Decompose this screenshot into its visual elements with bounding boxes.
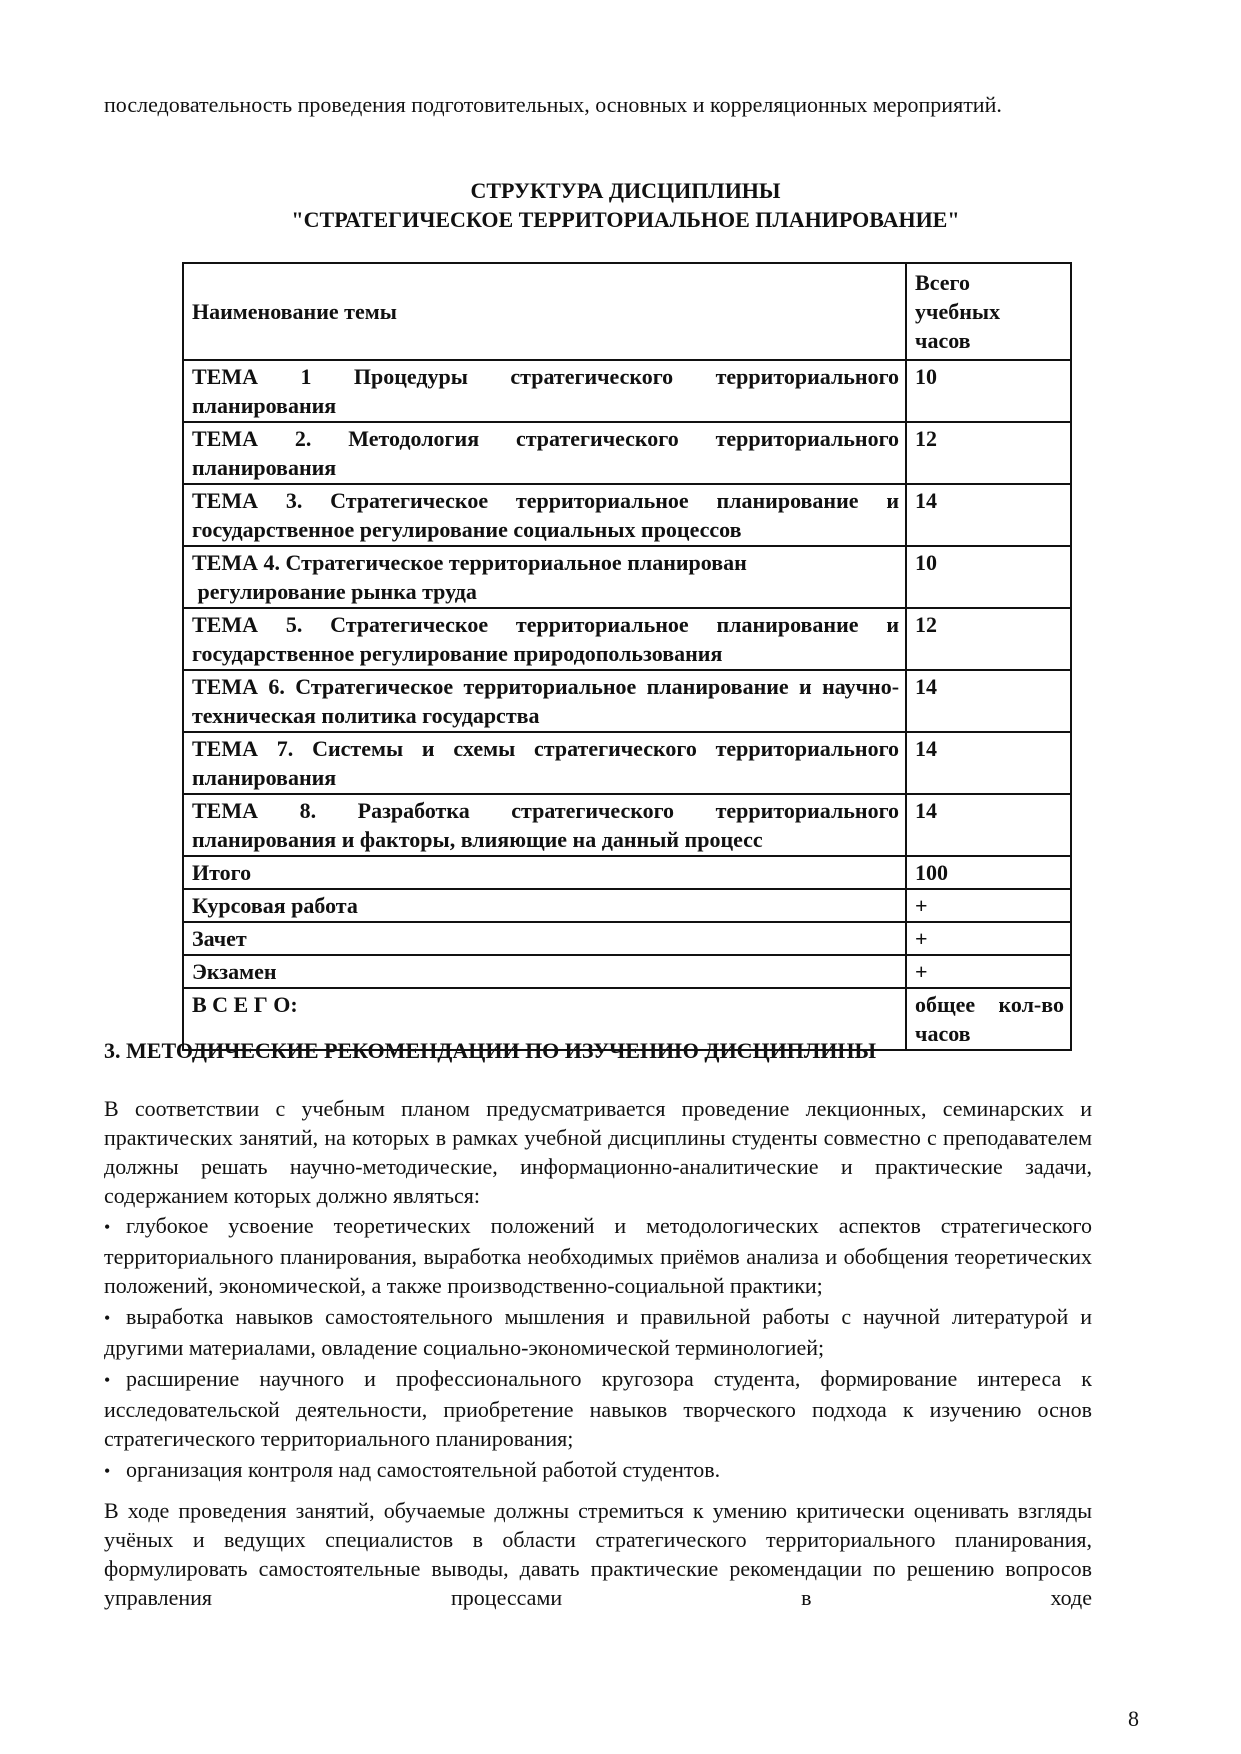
hours-cell: 12 [906,608,1071,670]
table-row [183,546,1071,608]
table-row [183,484,1071,546]
page-number: 8 [1128,1706,1139,1731]
table-row [183,422,1071,484]
table-header-row [183,263,1071,360]
summary-value: + [906,889,1071,922]
bullet-icon: • [104,1217,111,1237]
grand-total-value: общее кол-во часов [906,988,1071,1050]
intro-line: последовательность проведения подготовительных, основных и корреляционных мероприятий. [104,92,1002,117]
section-3-paragraph-1: В соответствии с учебным планом предусматривается проведение лекционных, семинарских и практических занятий, на которых в рамках учебной дисциплины студенты совместно с преподавателем должны решать научно-методические, информационно-аналитические и практические задачи, содержанием которых должно являться: [104,1096,1092,1208]
section-3-bullet-list [104,1211,1092,1488]
topic-cell: ТЕМА 1 Процедуры стратегического территориального планирования [183,360,906,422]
section-3-heading: 3. МЕТОДИЧЕСКИЕ РЕКОМЕНДАЦИИ ПО ИЗУЧЕНИЮ ДИСЦИПЛИНЫ [104,1038,877,1063]
hours-cell: 14 [906,484,1071,546]
hours-cell: 10 [906,360,1071,422]
summary-label: Курсовая работа [183,889,906,922]
summary-label: Зачет [183,922,906,955]
topic-cell: ТЕМА 5. Стратегическое территориальное планирование и государственное регулирование природопользования [183,608,906,670]
list-item: • расширение научного и профессионального кругозора студента, формирование интереса к исследовательской деятельности, приобретение навыков творческого подхода к изучению основ стратегического территориального планирования; [104,1366,1092,1451]
topic-cell: ТЕМА 6. Стратегическое территориальное планирование и научно-техническая политика государства [183,670,906,732]
topic-cell: ТЕМА 8. Разработка стратегического территориального планирования и факторы, влияющие на данный процесс [183,794,906,856]
hours-cell: 14 [906,732,1071,794]
table-row [183,732,1071,794]
summary-value: 100 [906,856,1071,889]
header-topic: Наименование темы [183,263,906,360]
bullet-icon: • [104,1370,111,1390]
table-row [183,670,1071,732]
hours-cell: 10 [906,546,1071,608]
bullet-icon: • [104,1308,111,1328]
table-row [183,360,1071,422]
summary-value: + [906,955,1071,988]
bullet-icon: • [104,1461,111,1481]
summary-label: Экзамен [183,955,906,988]
topic-cell: ТЕМА 7. Системы и схемы стратегического территориального планирования [183,732,906,794]
table-row [183,794,1071,856]
table-row [183,608,1071,670]
hours-cell: 14 [906,794,1071,856]
summary-row-coursework [183,889,1071,922]
hours-cell: 14 [906,670,1071,732]
title-line-2: "СТРАТЕГИЧЕСКОЕ ТЕРРИТОРИАЛЬНОЕ ПЛАНИРОВАНИЕ" [291,207,960,232]
topic-cell: ТЕМА 2. Методология стратегического территориального планирования [183,422,906,484]
summary-value: + [906,922,1071,955]
hours-cell: 12 [906,422,1071,484]
topic-cell: ТЕМА 4. Стратегическое территориальное планирован регулирование рынка труда [183,546,906,608]
list-item: • глубокое усвоение теоретических положений и методологических аспектов стратегического территориального планирования, выработка необходимых приёмов анализа и обобщения теоретических положений, экономической, а также производственно-социальной практики; [104,1213,1092,1298]
list-item: • организация контроля над самостоятельной работой студентов. [104,1455,1092,1486]
summary-label: Итого [183,856,906,889]
grand-total-label: В С Е Г О: [183,988,906,1050]
summary-row-credit [183,922,1071,955]
structure-title [0,176,1241,234]
discipline-structure-table [182,262,1072,1051]
section-3-paragraph-2: В ходе проведения занятий, обучаемые должны стремиться к умению критически оценивать взгляды учёных и ведущих специалистов в области стратегического территориального планирования, формулировать самостоятельные выводы, давать практические рекомендации по решению вопросов управления процессами в ходе [104,1498,1092,1610]
summary-row-total [183,856,1071,889]
header-hours: Всего учебных часов [906,263,1071,360]
list-item: • выработка навыков самостоятельного мышления и правильной работы с научной литературой и другими материалами, овладение социально-экономической терминологией; [104,1304,1092,1360]
summary-row-exam [183,955,1071,988]
topic-cell: ТЕМА 3. Стратегическое территориальное планирование и государственное регулирование социальных процессов [183,484,906,546]
title-line-1: СТРУКТУРА ДИСЦИПЛИНЫ [470,178,781,203]
